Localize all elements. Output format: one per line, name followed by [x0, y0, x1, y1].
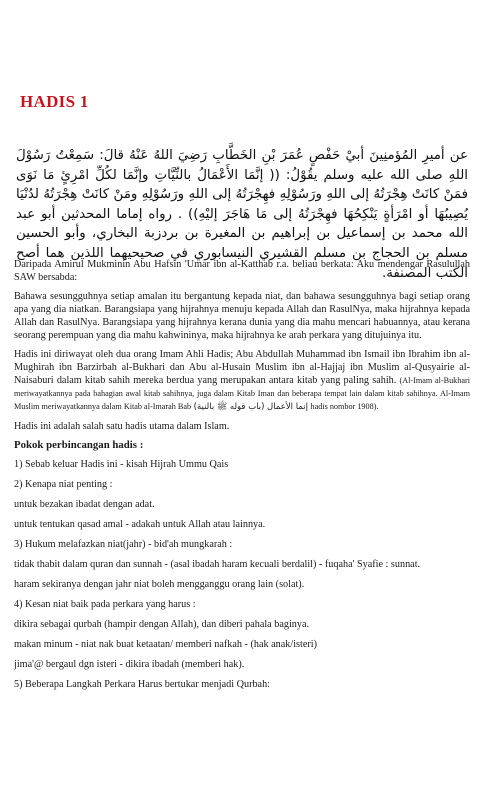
arabic-inline-2: (باب قوله ﷺ بالنية) — [193, 402, 265, 412]
list-item: tidak thabit dalam quran dan sunnah - (asal ibadah haram kecuali berdalil) - fuqaha' Syafie : sunnat. — [14, 559, 421, 570]
document-body — [14, 258, 470, 698]
list-item: 1) Sebab keluar Hadis ini - kisah Hijrah Ummu Qais — [14, 459, 229, 470]
paragraph-translation: Bahawa sesungguhnya setiap amalan itu bergantung kepada niat, dan bahawa sesungguhnya bagi setiap orang apa yang dia niatkan. Barangsiapa yang hijrahnya menuju kepada Allah dan RasulNya, maka hijrahnya kepada Allah dan RasulNya. Barangsiapa yang hijrahnya kerana dunia yang dia mahu mencari habuannya, atau kerana seorang perempuan yang dia mahu kahwininya, maka hijrahnya ke arah perkara yang ditujuinya itu. — [14, 291, 470, 341]
list-item: dikira sebagai qurbah (hampir dengan Allah), dan diberi pahala baginya. — [14, 619, 310, 630]
list-item: jima'@ bergaul dgn isteri - dikira ibadah (memberi hak). — [14, 659, 245, 670]
list-item: 4) Kesan niat baik pada perkara yang harus : — [14, 599, 196, 610]
narrators-note-end: hadis nombor 1908). — [310, 402, 379, 411]
arabic-hadith-text: عن أميرِ المُؤمنِينَ أبيْ حَفْصٍ عُمَرَ بْنِ الخَطَّابِ رَضِيَ اللهُ عَنْهُ قالَ: سَمِعْتُ رَسُوْلَ اللهِ صلى الله عليه وسلم يقُوْلُ: (( إنَّمَا الأَعْمَالُ بالنِّيَّاتِ وإنَّمَا لكُلِّ امْرِئٍ مَا نَوَى فمَنْ كانَتْ هِجْرَتُهُ إلى اللهِ ورَسُوْلِهِ فهِجْرَتُهُ إلى اللهِ ورَسُوْلِهِ ومَنْ كانَتْ هِجْرَتُهُ لدُنْيَا يُصِيبُهَا أو امْرَأةٍ يَنْكِحُهَا فهِجْرَتُهُ إلى مَا هَاجَرَ إليْهِ)) . رواه إماما المحدثين أبو عبد الله محمد بن إسماعيل بن إبراهيم بن المغيرة بن بردزبة البخاري، وأبو الحسين مسلم بن الحجاج بن مسلم القشيري النيسابوري في صحيحيهما اللذين هما أصح الكتب المصنفة. — [16, 148, 468, 281]
paragraph-narrators — [14, 348, 470, 414]
paragraph-narration: Daripada Amirul Mukminin Abu Hafsin 'Umar ibn al-Katthab r.a. beliau berkata: Aku mendengar Rasulullah SAW bersabda: — [14, 259, 470, 283]
list-item: untuk bezakan ibadat dengan adat. — [14, 499, 155, 510]
narrators-note: (Al-Imam al-Bukhari meriwayatkannya pada bahagian awal kitab sahihnya, juga dalam Kitab Iman dan beberapa tempat lain dalam kitab sahihnya. Al-Imam Muslim meriwayatkannya dalam Kitab al-Imarah Bab — [14, 376, 470, 411]
discussion-heading: Pokok perbincangan hadis : — [14, 439, 144, 451]
list-item: makan minum - niat nak buat ketaatan/ memberi nafkah - (hak anak/isteri) — [14, 639, 317, 650]
narrators-text: Hadis ini diriwayat oleh dua orang Imam Ahli Hadis; Abu Abdullah Muhammad ibn Ismail ibn Ibrahim ibn al-Mughirah ibn Barzirbah al-Bukhari dan Abu al-Husain Muslim ibn al-Hajjaj ibn Muslim al-Qusyairie al-Naisaburi dalam kitab sahih mereka berdua yang merupakan antara kitab yang paling sahih. — [14, 349, 470, 386]
list-item: 2) Kenapa niat penting : — [14, 479, 113, 490]
list-item: untuk tentukan qasad amal - adakah untuk Allah atau lainnya. — [14, 519, 266, 530]
page-title: HADIS 1 — [20, 92, 89, 111]
list-item: 5) Beberapa Langkah Perkara Harus bertukar menjadi Qurbah: — [14, 679, 270, 690]
paragraph-importance: Hadis ini adalah salah satu hadis utama dalam Islam. — [14, 421, 230, 432]
arabic-inline-1: إنما الأعمال — [267, 402, 308, 412]
list-item: haram sekiranya dengan jahr niat boleh mengganggu orang lain (solat). — [14, 579, 305, 590]
list-item: 3) Hukum melafazkan niat(jahr) - bid'ah mungkarah : — [14, 539, 233, 550]
